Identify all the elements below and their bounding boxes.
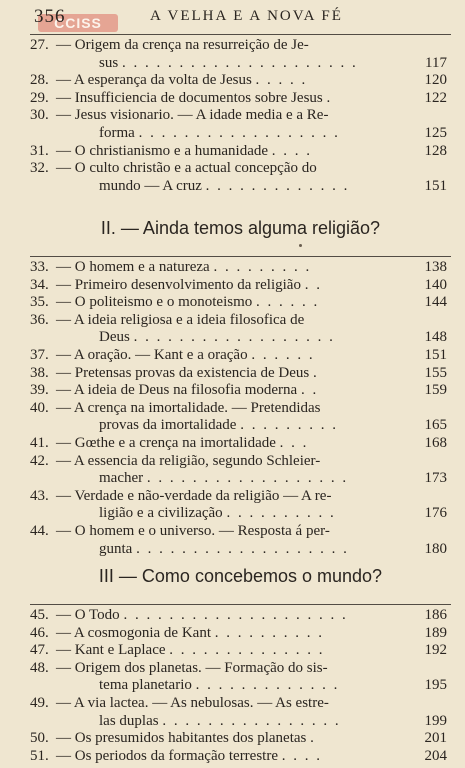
toc-entry xyxy=(30,312,451,347)
page-ref: 204 xyxy=(424,747,447,764)
toc-entry-continuation xyxy=(30,329,451,347)
toc-entry-continuation xyxy=(30,505,451,523)
entry-number: 30. xyxy=(30,107,49,124)
toc-entry-line xyxy=(30,625,451,643)
toc-entry-line xyxy=(30,347,451,365)
leader-dots: . . . . xyxy=(281,747,322,764)
entry-number: 43. xyxy=(30,487,49,504)
entry-title: — A ideia religiosa e a ideia filosofica de xyxy=(56,311,305,328)
page-ref: 144 xyxy=(424,294,447,311)
toc-entry xyxy=(30,72,451,90)
entry-title-continuation: tema planetario xyxy=(99,677,192,694)
entry-number: 39. xyxy=(30,382,49,399)
page-ref: 201 xyxy=(424,730,447,747)
entry-title: — Pretensas provas da existencia de Deus xyxy=(56,364,310,381)
toc-entry-line xyxy=(30,488,451,506)
toc-entry xyxy=(30,730,451,748)
page-ref: 195 xyxy=(424,677,447,694)
leader-dots: . . . . . . . . . xyxy=(213,259,312,275)
entry-number: 50. xyxy=(30,730,49,747)
leader-dots: . . . . . . . . . . . . . . . . . . xyxy=(138,124,340,141)
library-stamp: CCISS xyxy=(38,14,118,32)
entry-number: 35. xyxy=(30,294,49,311)
toc-entry-line xyxy=(30,37,451,55)
leader-dots: . . . . . . . . . . . . . . . . . . . . xyxy=(123,607,348,623)
entry-title: — Gœthe e a crença na imortalidade xyxy=(56,434,276,451)
toc-entry xyxy=(30,347,451,365)
toc-entry xyxy=(30,143,451,161)
entry-number: 44. xyxy=(30,522,49,539)
toc-entry xyxy=(30,90,451,108)
toc-entry xyxy=(30,523,451,558)
leader-dots: . . . . . . . . . . . . . . . . . . . . . xyxy=(121,54,358,71)
toc-entry-line xyxy=(30,607,451,625)
page-ref: 165 xyxy=(424,417,447,434)
page-ref: 159 xyxy=(424,382,447,399)
entry-title: — O homem e o universo. — Resposta á per- xyxy=(56,522,330,539)
toc-entry xyxy=(30,660,451,695)
leader-dots: . . . . . . . . . . xyxy=(214,624,324,641)
toc-entry xyxy=(30,365,451,383)
entry-title: — Kant e Laplace xyxy=(56,642,166,659)
toc-entry-continuation xyxy=(30,541,451,559)
leader-dots: . . . xyxy=(279,434,309,451)
toc-entry xyxy=(30,435,451,453)
leader-dots: . xyxy=(326,89,333,106)
toc-entry-continuation xyxy=(30,677,451,695)
entry-number: 48. xyxy=(30,659,49,676)
toc-entry-continuation xyxy=(30,470,451,488)
page-ref: 151 xyxy=(424,177,447,194)
toc-entry-line xyxy=(30,294,451,312)
toc-entry-line xyxy=(30,160,451,178)
entry-number: 33. xyxy=(30,259,49,275)
leader-dots: . . . . . . . . . . xyxy=(226,505,336,522)
toc-entry-continuation xyxy=(30,178,451,196)
toc-entry xyxy=(30,748,451,766)
entry-number: 29. xyxy=(30,89,49,106)
leader-dots: . xyxy=(310,730,316,747)
leader-dots: . . xyxy=(304,276,322,293)
entry-title: — Primeiro desenvolvimento da religião xyxy=(56,276,301,293)
toc-entry-line xyxy=(30,277,451,295)
toc-entry-line xyxy=(30,107,451,125)
entry-title: — A ideia de Deus na filosofia moderna xyxy=(56,382,298,399)
contents-section-2 xyxy=(30,256,451,558)
toc-entry xyxy=(30,259,451,277)
page-ref: 155 xyxy=(424,364,447,381)
leader-dots: . xyxy=(313,364,319,381)
toc-entry-line xyxy=(30,642,451,660)
page-ref: 148 xyxy=(424,329,447,346)
entry-number: 47. xyxy=(30,642,49,659)
section-rule xyxy=(30,256,451,257)
leader-dots: . . xyxy=(300,382,319,399)
entry-title-continuation: provas da imortalidade xyxy=(99,417,237,434)
toc-entry-continuation xyxy=(30,55,451,73)
toc-entry-line xyxy=(30,748,451,766)
toc-entry-line xyxy=(30,523,451,541)
toc-entry-line xyxy=(30,695,451,713)
section-rule xyxy=(30,604,451,605)
entry-title-continuation: mundo — A cruz xyxy=(99,177,202,194)
entry-number: 51. xyxy=(30,747,49,764)
leader-dots: . . . . . . . . . . . . . xyxy=(205,177,350,194)
section-rule xyxy=(30,34,451,35)
entry-number: 45. xyxy=(30,607,49,623)
entry-title: — O Todo xyxy=(56,607,120,623)
leader-dots: . . . . . . . . . xyxy=(240,417,338,434)
entry-title-continuation: Deus xyxy=(99,329,130,346)
entry-number: 36. xyxy=(30,311,49,328)
entry-title: — A via lactea. — As nebulosas. — As estre- xyxy=(56,694,329,711)
entry-number: 46. xyxy=(30,624,49,641)
toc-entry xyxy=(30,277,451,295)
entry-title: — A cosmogonia de Kant xyxy=(56,624,211,641)
leader-dots: . . . . . . xyxy=(251,346,315,363)
entry-number: 38. xyxy=(30,364,49,381)
page-header xyxy=(30,6,451,31)
toc-entry xyxy=(30,400,451,435)
entry-title: — O homem e a natureza xyxy=(56,259,210,275)
entry-title: — A esperança da volta de Jesus xyxy=(56,72,252,89)
entry-title: — A crença na imortalidade. — Pretendidas xyxy=(56,399,321,416)
page-ref: 151 xyxy=(424,346,447,363)
page-ref: 199 xyxy=(424,712,447,729)
toc-entry-line xyxy=(30,453,451,471)
leader-dots: . . . . . . . . . . . . . . . . . . . xyxy=(136,540,349,557)
entry-number: 49. xyxy=(30,694,49,711)
leader-dots: . . . . . . . . . . . . . . . . . . xyxy=(146,470,349,487)
toc-entry-line xyxy=(30,259,451,277)
contents-section-3 xyxy=(30,604,451,765)
toc-entry-line xyxy=(30,312,451,330)
toc-entry xyxy=(30,294,451,312)
entry-title-continuation: forma xyxy=(99,124,135,141)
page-ref: 173 xyxy=(424,470,447,487)
page-ref: 140 xyxy=(424,276,447,293)
part-title-ii: II. — Ainda temos alguma religião? xyxy=(100,218,381,238)
leader-dots: . . . . xyxy=(271,142,313,159)
entry-title-continuation: macher xyxy=(99,470,144,487)
page-ref: 125 xyxy=(424,124,447,141)
page-ref: 186 xyxy=(424,607,447,623)
page-ref: 176 xyxy=(424,505,447,522)
toc-entry xyxy=(30,382,451,400)
part-title-iii: III — Como concebemos o mundo? xyxy=(98,566,383,586)
leader-dots: . . . . . . xyxy=(256,294,320,311)
entry-number: 42. xyxy=(30,452,49,469)
ornament-dot xyxy=(299,244,302,247)
running-title: A VELHA E A NOVA FÉ xyxy=(150,8,343,24)
toc-entry xyxy=(30,488,451,523)
leader-dots: . . . . . . . . . . . . . . . . . . xyxy=(133,329,335,346)
toc-entry xyxy=(30,453,451,488)
entry-title: — O politeismo e o monoteismo xyxy=(56,294,253,311)
entry-number: 34. xyxy=(30,276,49,293)
entry-number: 31. xyxy=(30,142,49,159)
entry-number: 41. xyxy=(30,434,49,451)
page-ref: 168 xyxy=(424,434,447,451)
entry-title: — Os periodos da formação terrestre xyxy=(56,747,278,764)
toc-entry-line xyxy=(30,365,451,383)
toc-entry xyxy=(30,695,451,730)
toc-entry xyxy=(30,160,451,195)
toc-entry-continuation xyxy=(30,125,451,143)
page-ref: 180 xyxy=(424,540,447,557)
leader-dots: . . . . . . . . . . . . . xyxy=(195,677,340,694)
entry-title: — Jesus visionario. — A idade media e a Re- xyxy=(56,107,329,124)
entry-title: — Origem da crença na resurreição de Je- xyxy=(56,37,309,53)
entry-title-continuation: sus xyxy=(99,54,119,71)
toc-entry-line xyxy=(30,143,451,161)
entry-title: — A essencia da religião, segundo Schleier- xyxy=(56,452,321,469)
entry-number: 27. xyxy=(30,37,49,53)
toc-entry-line xyxy=(30,730,451,748)
toc-entry-line xyxy=(30,72,451,90)
page-ref: 120 xyxy=(424,72,447,89)
entry-title-continuation: gunta xyxy=(99,540,133,557)
entry-number: 28. xyxy=(30,72,49,89)
entry-title: — A oração. — Kant e a oração xyxy=(56,346,248,363)
page-ref: 117 xyxy=(425,54,447,71)
toc-entry-line xyxy=(30,660,451,678)
entry-title-continuation: ligião e a civilização xyxy=(99,505,223,522)
leader-dots: . . . . . . . . . . . . . . . . xyxy=(162,712,341,729)
toc-entry xyxy=(30,37,451,72)
toc-entry-line xyxy=(30,382,451,400)
toc-entry-continuation xyxy=(30,713,451,731)
toc-entry xyxy=(30,107,451,142)
page-ref: 189 xyxy=(424,624,447,641)
toc-entry xyxy=(30,625,451,643)
toc-entry-continuation xyxy=(30,417,451,435)
toc-entry xyxy=(30,642,451,660)
entry-title: — O culto christão e a actual concepção do xyxy=(56,160,317,177)
entry-number: 40. xyxy=(30,399,49,416)
leader-dots: . . . . . . . . . . . . . . xyxy=(169,642,325,659)
entry-title: — Verdade e não-verdade da religião — A re- xyxy=(56,487,332,504)
page-ref: 192 xyxy=(424,642,447,659)
entry-title: — Origem dos planetas. — Formação do sis- xyxy=(56,659,328,676)
toc-entry-line xyxy=(30,90,451,108)
entry-number: 32. xyxy=(30,160,49,177)
page-ref: 138 xyxy=(424,259,447,275)
entry-title-continuation: las duplas xyxy=(99,712,159,729)
toc-entry-line xyxy=(30,435,451,453)
entry-title: — Os presumidos habitantes dos planetas xyxy=(56,730,307,747)
entry-title: — O christianismo e a humanidade xyxy=(56,142,269,159)
page-ref: 128 xyxy=(424,142,447,159)
contents-section-1 xyxy=(30,34,451,195)
page-ref: 122 xyxy=(424,89,447,106)
toc-entry xyxy=(30,607,451,625)
page-number: 356 xyxy=(34,6,66,27)
leader-dots: . . . . . xyxy=(255,72,308,89)
toc-entry-line xyxy=(30,400,451,418)
entry-title: — Insufficiencia de documentos sobre Jesus xyxy=(56,89,323,106)
entry-number: 37. xyxy=(30,346,49,363)
